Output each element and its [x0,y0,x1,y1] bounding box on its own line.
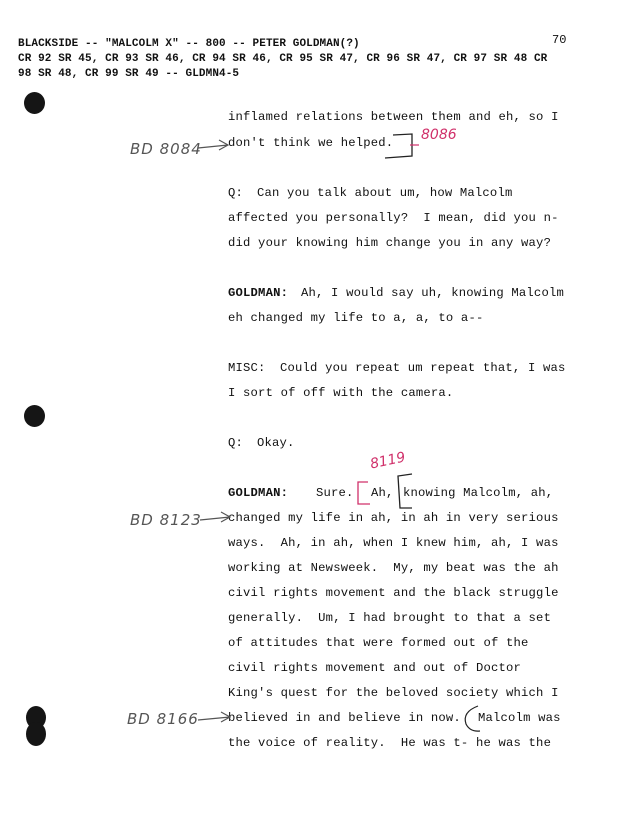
header-line-2: CR 92 SR 45, CR 93 SR 46, CR 94 SR 46, CR 95 SR 47, CR 96 SR 47, CR 97 SR 48 CR [18,53,548,65]
speaker-label: GOLDMAN: [228,486,289,500]
pencil-arrow [198,140,228,150]
timecode-note-8086: 8086 [421,127,457,143]
binder-hole-middle [24,405,45,427]
speaker-label: MISC: [228,361,266,375]
body-line: Could you repeat um repeat that, I was [280,361,566,375]
body-line: changed my life in ah, in ah in very serious [228,511,559,525]
pencil-arrow [198,712,230,722]
timecode-note-bd-8166: BD 8166 [127,710,199,728]
body-line: Ah, I would say uh, knowing Malcolm [301,286,564,300]
header-line-3: 98 SR 48, CR 99 SR 49 -- GLDMN4-5 [18,68,240,80]
body-line: Can you talk about um, how Malcolm [257,186,513,200]
body-line: knowing Malcolm, ah, [403,486,554,500]
body-line: did your knowing him change you in any way? [228,236,552,250]
body-line: Okay. [257,436,295,450]
body-line: King's quest for the beloved society which I [228,686,559,700]
body-line: civil rights movement and out of Doctor [228,661,522,675]
body-line: Ah, [371,486,394,500]
body-line: working at Newsweek. My, my beat was the ah [228,561,559,575]
binder-hole-bottom-lower [26,722,46,746]
body-line: the voice of reality. He was t- he was the [228,736,552,750]
question-label: Q: [228,186,244,200]
body-line: ways. Ah, in ah, when I knew him, ah, I was [228,536,559,550]
body-line: inflamed relations between them and eh, so I [228,110,559,124]
body-line: eh changed my life to a, a, to a-- [228,311,484,325]
body-line: generally. Um, I had brought to that a set [228,611,552,625]
speaker-label: GOLDMAN: [228,286,289,300]
body-line: affected you personally? I mean, did you n- [228,211,559,225]
body-line: of attitudes that were formed out of the [228,636,529,650]
red-bracket [358,482,370,504]
body-line: Malcolm was [478,711,561,725]
pencil-arrow [200,512,230,522]
timecode-note-bd-8084: BD 8084 [130,140,202,158]
binder-hole-top [24,92,45,114]
timecode-note-bd-8123: BD 8123 [130,511,202,529]
body-line: civil rights movement and the black struggle [228,586,559,600]
body-line: don't think we helped. [228,136,394,150]
body-line: Sure. [316,486,354,500]
page-number: 70 [552,33,567,47]
timecode-note-8119: 8119 [368,449,407,473]
question-label: Q: [228,436,244,450]
body-line: believed in and believe in now. [228,711,461,725]
body-line: I sort of off with the camera. [228,386,454,400]
transcript-header [18,37,623,82]
header-line-1: BLACKSIDE -- "MALCOLM X" -- 800 -- PETER GOLDMAN(?) [18,38,360,50]
